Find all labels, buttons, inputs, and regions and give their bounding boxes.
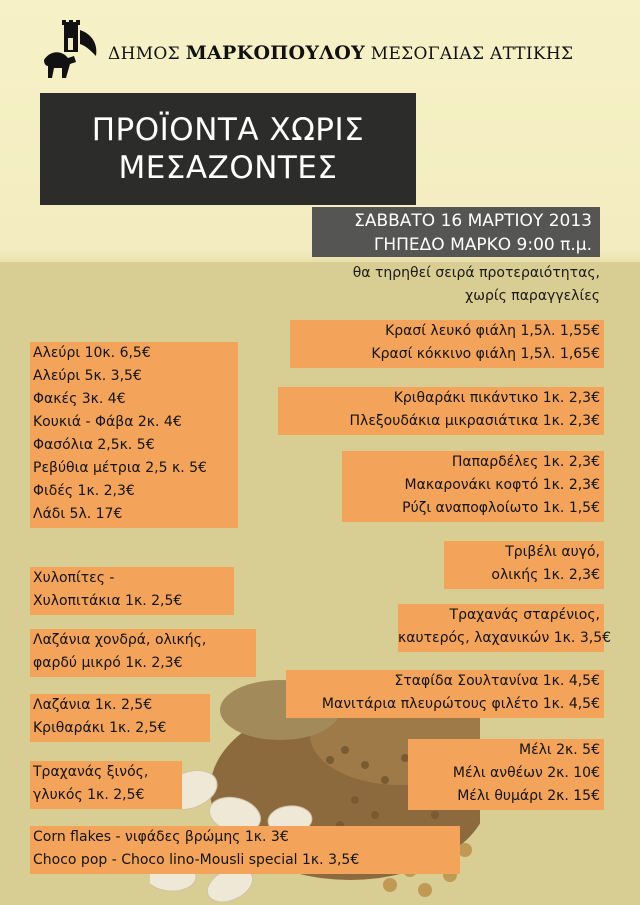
left-price-group xyxy=(30,826,460,874)
price-item: Κουκιά - Φάβα 2κ. 4€ xyxy=(33,414,182,430)
left-price-group xyxy=(30,342,238,528)
left-price-group xyxy=(30,761,182,809)
price-item: Φιδές 1κ. 2,3€ xyxy=(33,483,135,499)
title-box xyxy=(40,93,416,205)
header-suffix: ΜΕΣΟΓΑΙΑΣ ΑΤΤΙΚΗΣ xyxy=(370,44,574,64)
price-item: Φακές 3κ. 4€ xyxy=(33,391,126,407)
price-item: γλυκός 1κ. 2,5€ xyxy=(33,787,145,803)
price-item: Κριθαράκι πικάντικο 1κ. 2,3€ xyxy=(393,390,600,406)
price-item: Τραχανάς ξινός, xyxy=(33,764,149,780)
left-price-group xyxy=(30,629,256,677)
right-price-group xyxy=(286,670,604,718)
right-price-group xyxy=(444,541,604,589)
price-item: Τριβέλι αυγό, xyxy=(505,544,600,560)
price-item: Φασόλια 2,5κ. 5€ xyxy=(33,437,155,453)
price-item: Κρασί λευκό φιάλη 1,5λ. 1,55€ xyxy=(385,323,600,339)
header-name: ΜΑΡΚΟΠΟΥΛΟΥ xyxy=(185,42,366,64)
price-item: Χυλοπίτες - xyxy=(33,570,115,586)
price-item: ολικής 1κ. 2,3€ xyxy=(491,567,600,583)
price-item: Χυλοπιτάκια 1κ. 2,5€ xyxy=(33,593,183,609)
title-line-2: ΜΕΣΑΖΟΝΤΕΣ xyxy=(118,150,338,186)
price-item: Κριθαράκι 1κ. 2,5€ xyxy=(33,720,167,736)
price-item: Τραχανάς σταρένιος, xyxy=(449,607,600,623)
price-item: Πλεξουδάκια μικρασιάτικα 1κ. 2,3€ xyxy=(349,413,600,429)
price-item: Choco pop - Choco lino-Mousli special 1κ. 3,5€ xyxy=(33,852,360,868)
right-price-group xyxy=(408,739,604,810)
price-item: καυτερός, λαχανικών 1κ. 3,5€ xyxy=(398,630,612,646)
price-item: Μέλι 2κ. 5€ xyxy=(519,742,600,758)
header-prefix: ΔΗΜΟΣ xyxy=(108,44,180,64)
note-line-1: θα τηρηθεί σειρά προτεραιότητας, xyxy=(352,265,600,281)
left-price-group xyxy=(30,567,234,615)
price-item: φαρδύ μικρό 1κ. 2,3€ xyxy=(33,655,183,671)
page-title xyxy=(40,111,416,187)
price-item: Μακαρονάκι κοφτό 1κ. 2,3€ xyxy=(404,477,600,493)
price-item: Λάδι 5λ. 17€ xyxy=(33,506,123,522)
title-line-1: ΠΡΟΪΟΝΤΑ ΧΩΡΙΣ xyxy=(91,112,365,148)
event-date: ΣΑΒΒΑΤΟ 16 ΜΑΡΤΙΟΥ 2013 xyxy=(354,211,592,231)
price-item: Παπαρδέλες 1κ. 2,3€ xyxy=(451,454,600,470)
right-price-group xyxy=(342,451,604,522)
municipality-logo-icon xyxy=(40,20,102,82)
event-info-box xyxy=(312,207,600,257)
price-item: Μέλι θυμάρι 2κ. 15€ xyxy=(457,788,600,804)
right-price-group xyxy=(290,320,604,368)
price-item: Σταφίδα Σουλτανίνα 1κ. 4,5€ xyxy=(394,673,600,689)
note-line-2: χωρίς παραγγελίες xyxy=(465,288,600,304)
price-item: Κρασί κόκκινο φιάλη 1,5λ. 1,65€ xyxy=(371,346,600,362)
priority-note xyxy=(353,262,600,308)
price-item: Αλεύρι 10κ. 6,5€ xyxy=(33,345,151,361)
price-item: Μανιτάρια πλευρώτους φιλέτο 1κ. 4,5€ xyxy=(321,696,600,712)
event-place: ΓΗΠΕΔΟ ΜΑΡΚΟ 9:00 π.μ. xyxy=(373,235,592,255)
left-price-group xyxy=(30,694,210,742)
municipality-header xyxy=(108,42,573,64)
price-item: Λαζάνια χονδρά, ολικής, xyxy=(33,632,207,648)
right-price-group xyxy=(398,604,612,652)
price-item: Αλεύρι 5κ. 3,5€ xyxy=(33,368,142,384)
right-price-group xyxy=(278,387,604,435)
price-item: Corn flakes - νιφάδες βρώμης 1κ. 3€ xyxy=(33,829,289,845)
price-item: Ρεβύθια μέτρια 2,5 κ. 5€ xyxy=(33,460,207,476)
price-item: Λαζάνια 1κ. 2,5€ xyxy=(33,697,153,713)
price-item: Μέλι ανθέων 2κ. 10€ xyxy=(452,765,600,781)
price-item: Ρύζι αναποφλοίωτο 1κ. 1,5€ xyxy=(402,500,600,516)
